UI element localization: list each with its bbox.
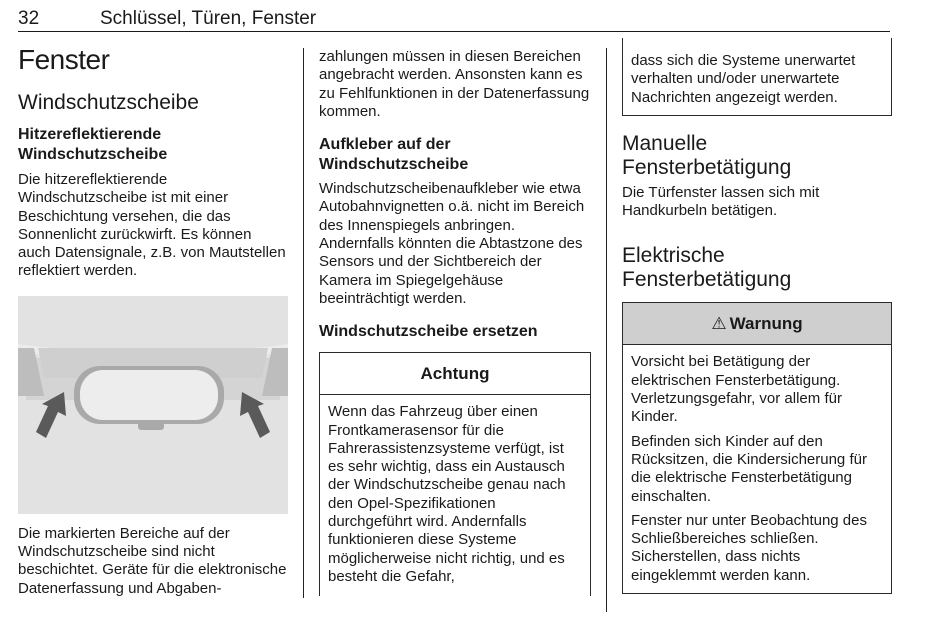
sub-subsection-title: Hitzereflektierende Windschutzscheibe (18, 126, 168, 163)
warning-box (622, 302, 892, 594)
manual-window-paragraph: Die Türfenster lassen sich mit Handkurbeln betätigen. (622, 183, 820, 220)
sticker-heading: Aufkleber auf der Windschutzscheibe (319, 136, 469, 174)
warning-text-1: Vorsicht bei Betätigung der elektrischen Fensterbetätigung. Verletzungsgefahr, vor allem für Kinder. (631, 353, 842, 426)
continued-paragraph: zahlungen müssen in diesen Bereichen angebracht werden. Ansonsten kann es zu Fehlfunktionen in der Datenerfassung kommen. (319, 48, 590, 120)
warning-title: Warnung (729, 313, 803, 333)
section-title: Fenster (18, 44, 110, 75)
column-2 (319, 40, 591, 596)
caution-title: Achtung (320, 353, 590, 395)
caution-body (320, 395, 590, 594)
warning-icon: ⚠ (711, 313, 727, 333)
page-header (18, 8, 890, 32)
replace-heading: Windschutzscheibe ersetzen (319, 323, 538, 341)
caution-text: Wenn das Fahrzeug über einen Frontkamerasensor für die Fahrerassistenzsysteme verfügt, ist es sehr wichtig, dass ein Austausch der Windschutzscheibe genau nach den Opel-Spezifikationen durchgeführt wird. Andernfalls funktionieren diese Systeme möglicherweise nicht richtig, und es besteht die Gefahr, (328, 403, 566, 585)
column-divider-1 (303, 48, 304, 598)
continued-caution-box (622, 38, 892, 116)
electric-window-heading: Elektrische Fensterbetätigung (622, 244, 792, 292)
subsection-title: Windschutzscheibe (18, 91, 199, 114)
intro-paragraph: Die hitzereflektierende Windschutzscheibe ist mit einer Beschichtung versehen, die das Sonnenlicht zurückwirft. Es können auch Datensignale, z.B. von Mautstellen reflektiert werden. (18, 171, 286, 280)
continued-caution-body (623, 38, 891, 115)
warning-text-3: Fenster nur unter Beobachtung des Schließbereiches schließen. Sicherstellen, dass nichts eingeklemmt werden kann. (631, 511, 867, 584)
windshield-illustration (18, 296, 288, 514)
page-number: 32 (18, 8, 40, 29)
continued-caution-text: dass sich die Systeme unerwartet verhalten und/oder unerwartete Nachrichten angezeigt werden. (631, 52, 856, 106)
warning-title-bar (623, 303, 891, 345)
column-divider-2 (606, 48, 607, 612)
caution-box (319, 352, 591, 596)
sticker-paragraph: Windschutzscheibenaufkleber wie etwa Autobahnvignetten o.ä. nicht im Bereich des Innenspiegels anbringen. Andernfalls könnten die Abtastzone des Sensors und der Sichtbereich der Kamera im Spiegelgehäuse beeinträchtigt werden. (319, 180, 585, 307)
windshield-figure (18, 296, 288, 514)
column-3 (622, 40, 892, 594)
warning-text-2: Befinden sich Kinder auf den Rücksitzen, die Kindersicherung für die elektrische Fensterbetätigung einschalten. (631, 432, 867, 505)
figure-caption-paragraph: Die markierten Bereiche auf der Windschutzscheibe sind nicht beschichtet. Geräte für die elektronische Datenerfassung und Abgaben- (18, 524, 287, 597)
column-1 (18, 40, 288, 598)
header-title: Schlüssel, Türen, Fenster (100, 8, 317, 29)
manual-window-heading: Manuelle Fensterbetätigung (622, 131, 792, 179)
warning-body (623, 345, 891, 593)
